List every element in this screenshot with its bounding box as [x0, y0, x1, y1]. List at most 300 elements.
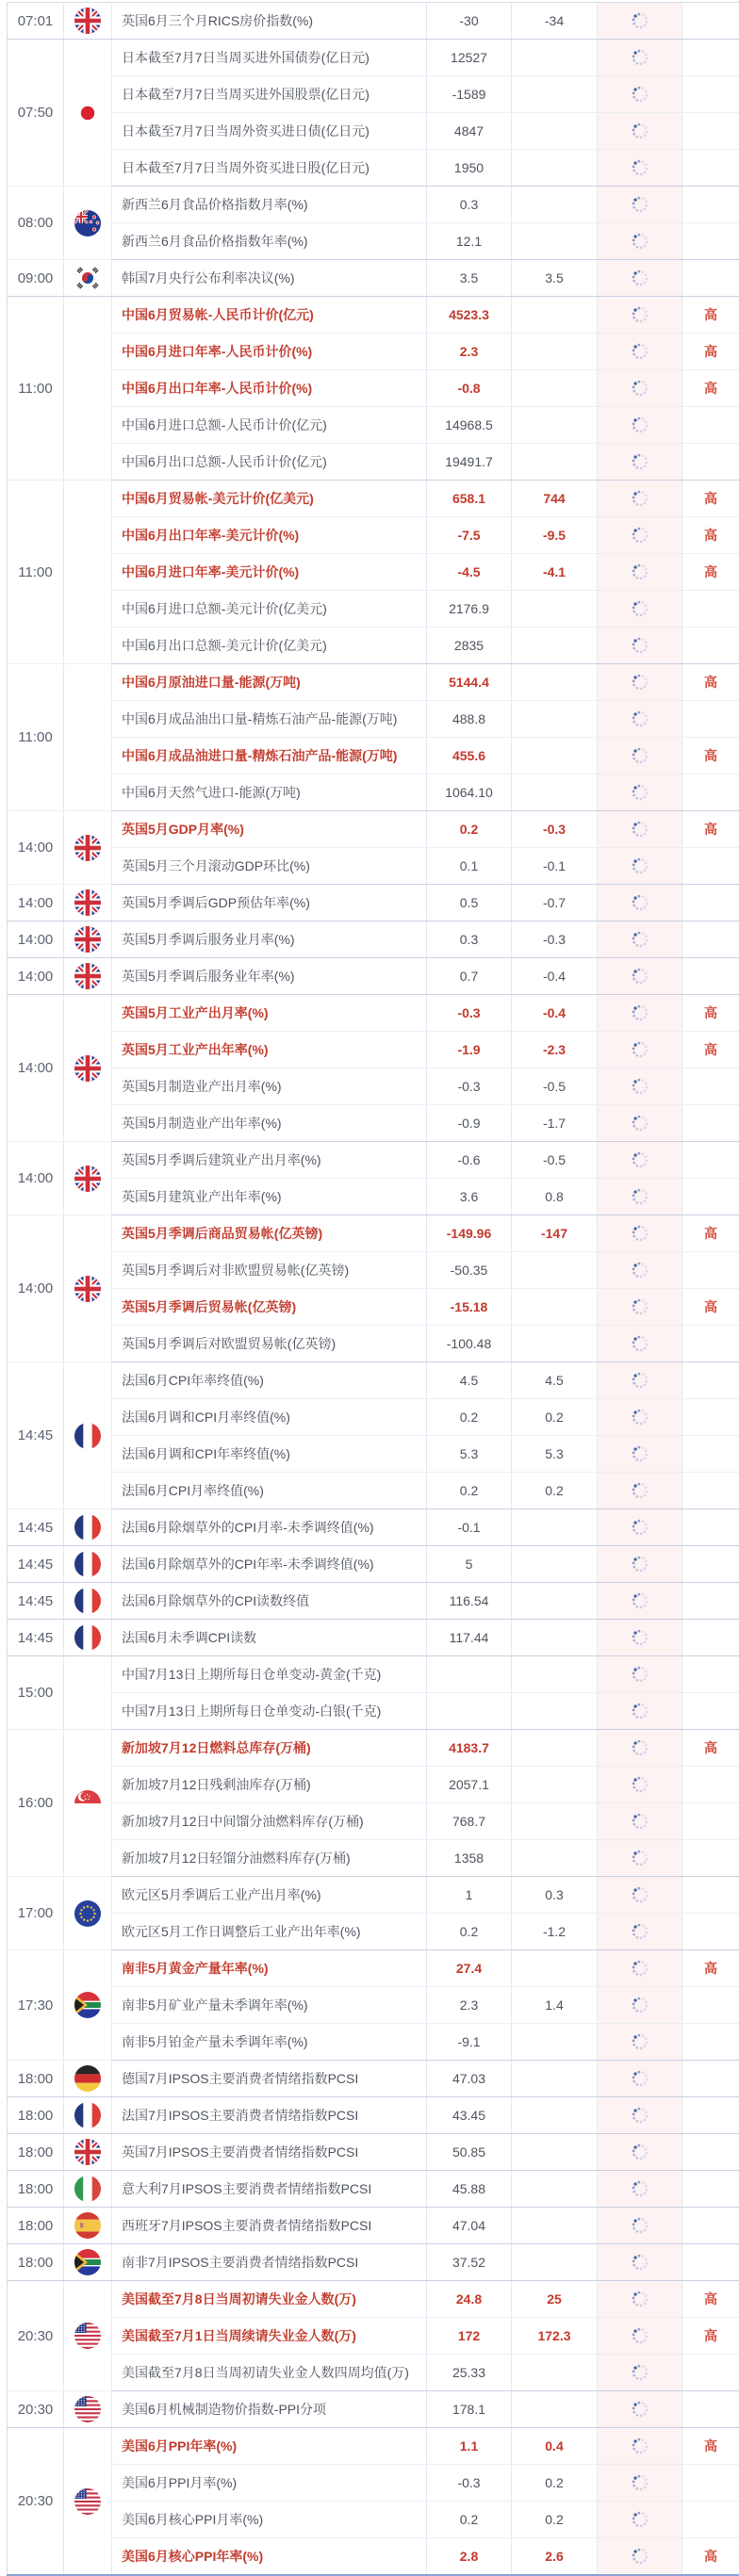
loading-spinner-icon[interactable]: [630, 194, 650, 215]
loading-spinner-icon[interactable]: [630, 157, 650, 178]
alert-cell: [598, 848, 682, 885]
loading-spinner-icon[interactable]: [630, 2362, 650, 2383]
forecast-value: [512, 1803, 598, 1840]
time-cell: 14:00: [8, 921, 64, 958]
event-row: [8, 370, 739, 407]
france-flag-icon: [74, 1588, 101, 1614]
importance-badge: 高: [682, 334, 739, 370]
alert-cell: [598, 1767, 682, 1803]
event-title: 美国6月PPI年率(%): [112, 2428, 427, 2465]
alert-cell: [598, 2428, 682, 2465]
event-row: [8, 1803, 739, 1840]
alert-cell: [598, 481, 682, 517]
forecast-value: [512, 1840, 598, 1877]
alert-cell: [598, 2391, 682, 2428]
loading-spinner-icon[interactable]: [630, 1443, 650, 1464]
importance-badge: [682, 407, 739, 444]
forecast-value: [512, 187, 598, 223]
event-row: [8, 1252, 739, 1289]
flag-cell: [64, 2391, 112, 2428]
loading-spinner-icon[interactable]: [630, 1149, 650, 1170]
alert-cell: [598, 1877, 682, 1914]
actual-value: 455.6: [427, 738, 512, 774]
forecast-value: [512, 334, 598, 370]
event-title: 中国6月贸易帐-人民币计价(亿元): [112, 297, 427, 334]
actual-value: [427, 1656, 512, 1693]
event-title: 新加坡7月12日中间馏分油燃料库存(万桶): [112, 1803, 427, 1840]
event-title: 日本截至7月7日当周买进外国股票(亿日元): [112, 76, 427, 113]
loading-spinner-icon[interactable]: [630, 1517, 650, 1538]
importance-badge: [682, 774, 739, 811]
time-cell: 14:00: [8, 885, 64, 921]
loading-spinner-icon[interactable]: [630, 966, 650, 986]
alert-cell: [598, 1105, 682, 1142]
importance-badge: [682, 1803, 739, 1840]
loading-spinner-icon[interactable]: [630, 1590, 650, 1611]
actual-value: 3.5: [427, 260, 512, 297]
importance-badge: 高: [682, 1289, 739, 1326]
forecast-value: [512, 1767, 598, 1803]
actual-value: -0.3: [427, 1068, 512, 1105]
loading-spinner-icon[interactable]: [630, 856, 650, 876]
alert-cell: [598, 297, 682, 334]
event-row: [8, 223, 739, 260]
alert-cell: [598, 113, 682, 150]
actual-value: 25.33: [427, 2355, 512, 2391]
forecast-value: -1.7: [512, 1105, 598, 1142]
loading-spinner-icon[interactable]: [630, 1664, 650, 1685]
actual-value: 488.8: [427, 701, 512, 738]
new-zealand-flag-icon: [74, 210, 101, 236]
importance-badge: [682, 958, 739, 995]
loading-spinner-icon[interactable]: [630, 745, 650, 766]
event-title: 法国6月CPI月率终值(%): [112, 1473, 427, 1509]
event-row: [8, 995, 739, 1032]
event-title: 美国截至7月1日当周续请失业金人数(万): [112, 2318, 427, 2355]
event-row: [8, 1179, 739, 1215]
actual-value: -15.18: [427, 1289, 512, 1326]
loading-spinner-icon[interactable]: [630, 709, 650, 729]
event-title: 美国6月核心PPI年率(%): [112, 2538, 427, 2576]
importance-badge: 高: [682, 2538, 739, 2576]
event-title: 中国6月进口年率-人民币计价(%): [112, 334, 427, 370]
event-row: [8, 150, 739, 187]
alert-cell: [598, 76, 682, 113]
event-row: [8, 1656, 739, 1693]
event-title: 法国6月除烟草外的CPI读数终值: [112, 1583, 427, 1620]
actual-value: 1.1: [427, 2428, 512, 2465]
time-cell: 09:00: [8, 260, 64, 297]
event-row: [8, 1987, 739, 2024]
us-flag-icon: [74, 2396, 101, 2422]
importance-badge: 高: [682, 517, 739, 554]
loading-spinner-icon[interactable]: [630, 304, 650, 325]
event-row: [8, 1914, 739, 1950]
actual-value: 2057.1: [427, 1767, 512, 1803]
event-row: [8, 1767, 739, 1803]
importance-badge: [682, 591, 739, 628]
importance-badge: [682, 2171, 739, 2208]
time-cell: 18:00: [8, 2244, 64, 2281]
time-cell: 18:00: [8, 2061, 64, 2097]
forecast-value: -4.1: [512, 554, 598, 591]
loading-spinner-icon[interactable]: [630, 1884, 650, 1905]
uk-flag-icon: [74, 963, 101, 989]
flag-cell: [64, 958, 112, 995]
event-row: [8, 848, 739, 885]
loading-spinner-icon[interactable]: [630, 929, 650, 950]
flag-cell: [64, 1215, 112, 1362]
forecast-value: [512, 2391, 598, 2428]
loading-spinner-icon[interactable]: [630, 2436, 650, 2456]
flag-cell: [64, 2134, 112, 2171]
flag-cell-empty: [64, 481, 112, 664]
loading-spinner-icon[interactable]: [630, 819, 650, 840]
loading-spinner-icon[interactable]: [630, 268, 650, 288]
loading-spinner-icon[interactable]: [630, 84, 650, 105]
loading-spinner-icon[interactable]: [630, 1737, 650, 1758]
alert-cell: [598, 187, 682, 223]
actual-value: 37.52: [427, 2244, 512, 2281]
forecast-value: -0.5: [512, 1068, 598, 1105]
time-cell: 11:00: [8, 481, 64, 664]
actual-value: 0.2: [427, 811, 512, 848]
forecast-value: 2.6: [512, 2538, 598, 2576]
importance-badge: [682, 2024, 739, 2061]
actual-value: 12.1: [427, 223, 512, 260]
actual-value: 768.7: [427, 1803, 512, 1840]
alert-cell: [598, 444, 682, 481]
loading-spinner-icon[interactable]: [630, 2472, 650, 2493]
loading-spinner-icon[interactable]: [630, 341, 650, 362]
importance-badge: [682, 2502, 739, 2538]
event-row: [8, 1399, 739, 1436]
loading-spinner-icon[interactable]: [630, 2215, 650, 2236]
alert-cell: [598, 701, 682, 738]
loading-spinner-icon[interactable]: [630, 782, 650, 803]
forecast-value: [512, 1252, 598, 1289]
forecast-value: 0.2: [512, 2502, 598, 2538]
alert-cell: [598, 2171, 682, 2208]
actual-value: 47.04: [427, 2208, 512, 2244]
actual-value: -0.3: [427, 995, 512, 1032]
importance-badge: [682, 3, 739, 40]
event-title: 法国6月未季调CPI读数: [112, 1620, 427, 1656]
actual-value: 0.2: [427, 1914, 512, 1950]
actual-value: 0.1: [427, 848, 512, 885]
importance-badge: [682, 1693, 739, 1730]
forecast-value: [512, 591, 598, 628]
flag-cell: [64, 260, 112, 297]
actual-value: 5144.4: [427, 664, 512, 701]
forecast-value: [512, 297, 598, 334]
loading-spinner-icon[interactable]: [630, 2546, 650, 2567]
time-cell: 14:00: [8, 811, 64, 885]
importance-badge: 高: [682, 2281, 739, 2318]
uk-flag-icon: [74, 1276, 101, 1302]
loading-spinner-icon[interactable]: [630, 1003, 650, 1023]
forecast-value: -34: [512, 3, 598, 40]
importance-badge: [682, 2244, 739, 2281]
loading-spinner-icon[interactable]: [630, 1407, 650, 1427]
loading-spinner-icon[interactable]: [630, 378, 650, 399]
forecast-value: [512, 1289, 598, 1326]
alert-cell: [598, 1032, 682, 1068]
loading-spinner-icon[interactable]: [630, 121, 650, 141]
event-row: [8, 885, 739, 921]
uk-flag-icon: [74, 2139, 101, 2165]
importance-badge: [682, 2208, 739, 2244]
forecast-value: [512, 2024, 598, 2061]
actual-value: 1358: [427, 1840, 512, 1877]
alert-cell: [598, 811, 682, 848]
importance-badge: [682, 1399, 739, 1436]
forecast-value: 3.5: [512, 260, 598, 297]
event-row: [8, 1032, 739, 1068]
loading-spinner-icon[interactable]: [630, 1627, 650, 1648]
alert-cell: [598, 2244, 682, 2281]
event-row: [8, 1950, 739, 1987]
forecast-value: [512, 1546, 598, 1583]
france-flag-icon: [74, 2102, 101, 2128]
event-row: [8, 2318, 739, 2355]
loading-spinner-icon[interactable]: [630, 2068, 650, 2089]
loading-spinner-icon[interactable]: [630, 1480, 650, 1501]
actual-value: 47.03: [427, 2061, 512, 2097]
loading-spinner-icon[interactable]: [630, 1958, 650, 1979]
loading-spinner-icon[interactable]: [630, 672, 650, 693]
loading-spinner-icon[interactable]: [630, 415, 650, 435]
event-title: 南非5月矿业产量未季调年率(%): [112, 1987, 427, 2024]
loading-spinner-icon[interactable]: [630, 2031, 650, 2052]
event-row: [8, 1105, 739, 1142]
loading-spinner-icon[interactable]: [630, 2325, 650, 2346]
event-row: [8, 2171, 739, 2208]
loading-spinner-icon[interactable]: [630, 2178, 650, 2199]
event-title: 英国5月工业产出年率(%): [112, 1032, 427, 1068]
event-title: 日本截至7月7日当周买进外国债券(亿日元): [112, 40, 427, 76]
loading-spinner-icon[interactable]: [630, 1260, 650, 1280]
event-row: [8, 921, 739, 958]
alert-cell: [598, 1326, 682, 1362]
importance-badge: [682, 1179, 739, 1215]
forecast-value: 0.4: [512, 2428, 598, 2465]
loading-spinner-icon[interactable]: [630, 1039, 650, 1060]
event-row: [8, 2024, 739, 2061]
forecast-value: [512, 1620, 598, 1656]
loading-spinner-icon[interactable]: [630, 451, 650, 472]
loading-spinner-icon[interactable]: [630, 2142, 650, 2162]
event-title: 英国5月季调后服务业年率(%): [112, 958, 427, 995]
loading-spinner-icon[interactable]: [630, 2399, 650, 2420]
loading-spinner-icon[interactable]: [630, 2509, 650, 2530]
forecast-value: 0.8: [512, 1179, 598, 1215]
loading-spinner-icon[interactable]: [630, 47, 650, 68]
event-row: [8, 701, 739, 738]
actual-value: 0.2: [427, 1473, 512, 1509]
loading-spinner-icon[interactable]: [630, 1186, 650, 1207]
alert-cell: [598, 1215, 682, 1252]
forecast-value: -0.5: [512, 1142, 598, 1179]
importance-badge: [682, 1362, 739, 1399]
loading-spinner-icon[interactable]: [630, 1995, 650, 2015]
alert-cell: [598, 591, 682, 628]
forecast-value: 1.4: [512, 1987, 598, 2024]
event-row: [8, 1473, 739, 1509]
flag-cell: [64, 1950, 112, 2061]
actual-value: 43.45: [427, 2097, 512, 2134]
actual-value: 24.8: [427, 2281, 512, 2318]
alert-cell: [598, 517, 682, 554]
event-row: [8, 1620, 739, 1656]
importance-badge: [682, 113, 739, 150]
forecast-value: [512, 1583, 598, 1620]
event-row: [8, 591, 739, 628]
alert-cell: [598, 2538, 682, 2576]
forecast-value: [512, 1950, 598, 1987]
event-title: 中国6月出口总额-人民币计价(亿元): [112, 444, 427, 481]
loading-spinner-icon[interactable]: [630, 231, 650, 252]
importance-badge: [682, 260, 739, 297]
loading-spinner-icon[interactable]: [630, 488, 650, 509]
loading-spinner-icon[interactable]: [630, 1296, 650, 1317]
uk-flag-icon: [74, 1166, 101, 1192]
actual-value: 4523.3: [427, 297, 512, 334]
actual-value: -50.35: [427, 1252, 512, 1289]
event-row: [8, 1215, 739, 1252]
loading-spinner-icon[interactable]: [630, 1774, 650, 1795]
event-row: [8, 554, 739, 591]
loading-spinner-icon[interactable]: [630, 2105, 650, 2126]
actual-value: 0.5: [427, 885, 512, 921]
time-cell: 14:45: [8, 1620, 64, 1656]
event-row: [8, 2428, 739, 2465]
time-cell: 20:30: [8, 2428, 64, 2576]
loading-spinner-icon[interactable]: [630, 1554, 650, 1574]
event-row: [8, 1436, 739, 1473]
flag-cell: [64, 995, 112, 1142]
time-cell: 14:00: [8, 958, 64, 995]
loading-spinner-icon[interactable]: [630, 1921, 650, 1942]
importance-badge: [682, 2134, 739, 2171]
loading-spinner-icon[interactable]: [630, 525, 650, 546]
forecast-value: [512, 2097, 598, 2134]
event-title: 英国5月季调后GDP预估年率(%): [112, 885, 427, 921]
importance-badge: [682, 1620, 739, 1656]
loading-spinner-icon[interactable]: [630, 1223, 650, 1244]
event-title: 日本截至7月7日当周外资买进日债(亿日元): [112, 113, 427, 150]
alert-cell: [598, 1730, 682, 1767]
event-title: 英国5月GDP月率(%): [112, 811, 427, 848]
uk-flag-icon: [74, 1055, 101, 1082]
flag-cell: [64, 885, 112, 921]
time-cell: 14:00: [8, 1142, 64, 1215]
event-row: [8, 1840, 739, 1877]
forecast-value: [512, 2355, 598, 2391]
actual-value: -0.3: [427, 2465, 512, 2502]
loading-spinner-icon[interactable]: [630, 562, 650, 582]
alert-cell: [598, 2502, 682, 2538]
loading-spinner-icon[interactable]: [630, 598, 650, 619]
loading-spinner-icon[interactable]: [630, 892, 650, 913]
loading-spinner-icon[interactable]: [630, 1701, 650, 1721]
flag-cell: [64, 2208, 112, 2244]
flag-cell-empty: [64, 1656, 112, 1730]
loading-spinner-icon[interactable]: [630, 2289, 650, 2309]
loading-spinner-icon[interactable]: [630, 1811, 650, 1832]
actual-value: -30: [427, 3, 512, 40]
event-row: [8, 1693, 739, 1730]
actual-value: 1950: [427, 150, 512, 187]
forecast-value: 0.3: [512, 1877, 598, 1914]
event-title: 美国6月PPI月率(%): [112, 2465, 427, 2502]
importance-badge: 高: [682, 1950, 739, 1987]
loading-spinner-icon[interactable]: [630, 1370, 650, 1391]
flag-cell: [64, 1877, 112, 1950]
alert-cell: [598, 2465, 682, 2502]
importance-badge: [682, 223, 739, 260]
flag-cell-empty: [64, 664, 112, 811]
flag-cell: [64, 1546, 112, 1583]
germany-flag-icon: [74, 2065, 101, 2092]
event-row: [8, 2391, 739, 2428]
event-row: [8, 334, 739, 370]
event-title: 日本截至7月7日当周外资买进日股(亿日元): [112, 150, 427, 187]
alert-cell: [598, 40, 682, 76]
actual-value: 12527: [427, 40, 512, 76]
loading-spinner-icon[interactable]: [630, 1333, 650, 1354]
importance-badge: 高: [682, 1032, 739, 1068]
event-title: 欧元区5月工作日调整后工业产出年率(%): [112, 1914, 427, 1950]
alert-cell: [598, 1987, 682, 2024]
actual-value: 2.3: [427, 1987, 512, 2024]
loading-spinner-icon[interactable]: [630, 2252, 650, 2273]
flag-cell-empty: [64, 297, 112, 481]
loading-spinner-icon[interactable]: [630, 10, 650, 31]
alert-cell: [598, 1289, 682, 1326]
importance-badge: 高: [682, 554, 739, 591]
alert-cell: [598, 223, 682, 260]
forecast-value: 0.2: [512, 1473, 598, 1509]
forecast-value: [512, 774, 598, 811]
flag-cell: [64, 1730, 112, 1877]
alert-cell: [598, 334, 682, 370]
importance-badge: [682, 885, 739, 921]
actual-value: -7.5: [427, 517, 512, 554]
event-title: 中国6月原油进口量-能源(万吨): [112, 664, 427, 701]
actual-value: 4847: [427, 113, 512, 150]
forecast-value: 0.2: [512, 2465, 598, 2502]
actual-value: 45.88: [427, 2171, 512, 2208]
alert-cell: [598, 1546, 682, 1583]
event-title: 南非5月黄金产量年率(%): [112, 1950, 427, 1987]
alert-cell: [598, 260, 682, 297]
loading-spinner-icon[interactable]: [630, 1113, 650, 1133]
alert-cell: [598, 995, 682, 1032]
alert-cell: [598, 2134, 682, 2171]
alert-cell: [598, 2355, 682, 2391]
south-africa-flag-icon: [74, 1992, 101, 2018]
event-title: 英国7月IPSOS主要消费者情绪指数PCSI: [112, 2134, 427, 2171]
france-flag-icon: [74, 1624, 101, 1651]
loading-spinner-icon[interactable]: [630, 1848, 650, 1868]
loading-spinner-icon[interactable]: [630, 635, 650, 656]
importance-badge: [682, 848, 739, 885]
forecast-value: [512, 2134, 598, 2171]
event-row: [8, 774, 739, 811]
loading-spinner-icon[interactable]: [630, 1076, 650, 1097]
calendar-table-body: [8, 3, 739, 2576]
